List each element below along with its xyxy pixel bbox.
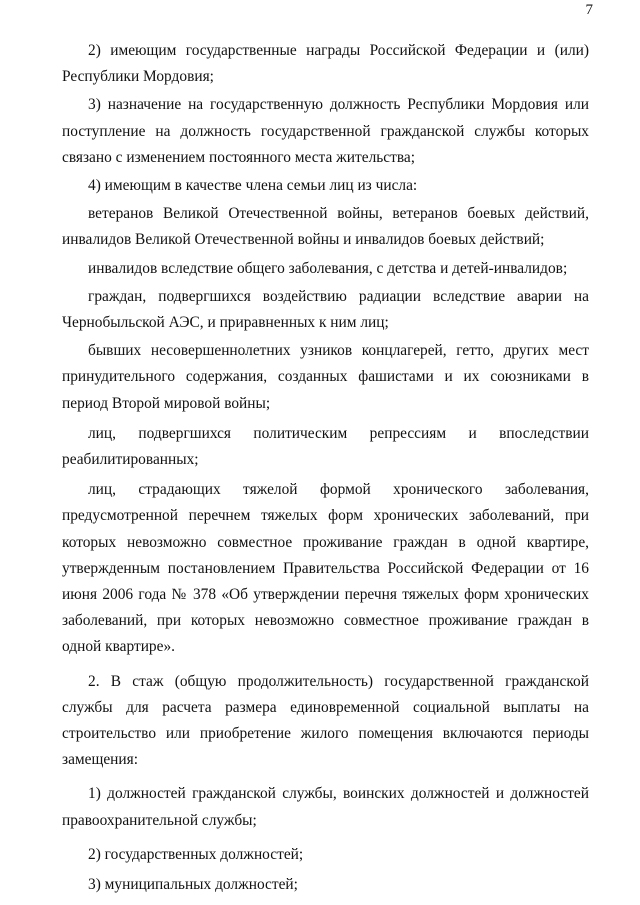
paragraph-prisoners: бывших несовершеннолетних узников концлагерей, гетто, других мест принудительного содержания, созданных фашистами и их союзниками в период Второй мировой войны;	[62, 342, 589, 412]
paragraph-chernobyl: граждан, подвергшихся воздействию радиации вследствие аварии на Чернобыльской АЭС, и приравненных к ним лиц;	[62, 287, 589, 332]
document-body	[62, 38, 589, 898]
page-number: 7	[585, 2, 593, 18]
paragraph-veterans: ветеранов Великой Отечественной войны, ветеранов боевых действий, инвалидов Великой Отечественной войны и инвалидов боевых действий;	[62, 205, 589, 249]
paragraph-service-length: 2. В стаж (общую продолжительность) государственной гражданской службы для расчета размера единовременной социальной выплаты на строительство или приобретение жилого помещения включаются периоды замещения:	[62, 672, 589, 769]
paragraph-family-members: 4) имеющим в качестве члена семьи лиц из числа:	[88, 177, 418, 195]
paragraph-awards: 2) имеющим государственные награды Российской Федерации и (или) Республики Мордовия;	[62, 42, 589, 86]
paragraph-civil-positions: 1) должностей гражданской службы, воинских должностей и должностей правоохранительной службы;	[62, 785, 589, 829]
paragraph-state-positions: 2) государственных должностей;	[88, 845, 304, 863]
paragraph-disabled: инвалидов вследствие общего заболевания, с детства и детей-инвалидов;	[88, 259, 568, 277]
paragraph-municipal-positions: 3) муниципальных должностей;	[88, 876, 298, 894]
paragraph-appointment: 3) назначение на государственную должность Республики Мордовия или поступление на должность государственной гражданской службы которых связано с изменением постоянного места жительства;	[62, 96, 589, 166]
paragraph-repressions: лиц, подвергшихся политическим репрессиям и впоследствии реабилитированных;	[62, 424, 589, 469]
paragraph-chronic-disease: лиц, страдающих тяжелой формой хронического заболевания, предусмотренной перечнем тяжелых форм хронических заболеваний, при которых невозможно совместное проживание граждан в одной квартире, утвержденным постановлением Правительства Российской Федерации от 16 июня 2006 года № 378 «Об утверждении перечня тяжелых форм хронических заболеваний, при которых невозможно совместное проживание граждан в одной квартире».	[62, 481, 589, 656]
